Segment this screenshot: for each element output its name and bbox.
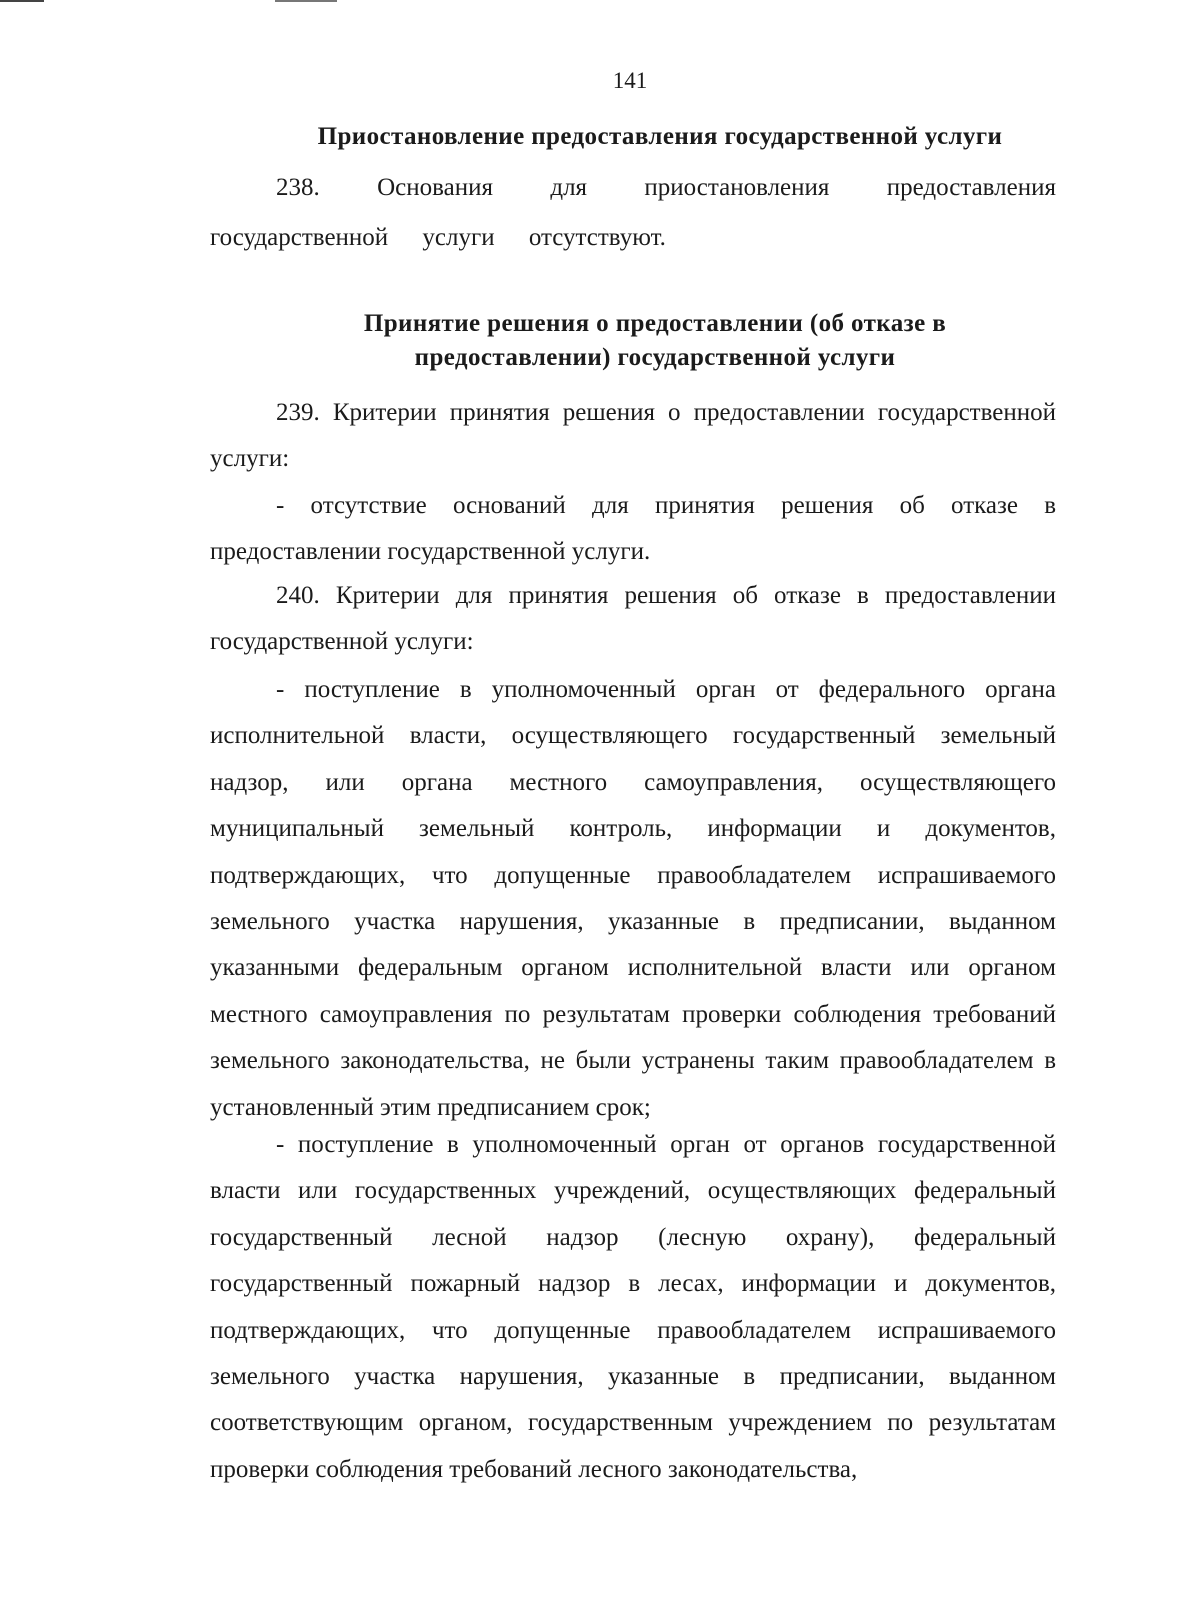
paragraph-240-item-2: - поступление в уполномоченный орган от органов государственной власти или государственных учреждений, осуществляющих федеральный государственный лесной надзор (лесную охрану), федеральный государственный пожарный надзор в лесах, информации и документов, подтверждающих, что допущенные правообладателем испрашиваемого земельного участка нарушения, указанные в предписании, выданном соответствующим органом, государственным учреждением по результатам проверки соблюдения требований лесного законодательства, xyxy=(210,1131,1056,1483)
page-number: 141 xyxy=(612,68,648,93)
scan-artifact-line xyxy=(0,0,44,2)
paragraph-240: 240. Критерии для принятия решения об отказе в предоставлении государственной услуги: xyxy=(210,582,1056,656)
section-heading-decision-line1: Принятие решения о предоставлении (об отказе в xyxy=(363,310,947,337)
section-heading-decision xyxy=(150,307,1160,375)
scan-artifact-line xyxy=(275,0,337,2)
section-heading-suspension: Приостановление предоставления государственной услуги xyxy=(317,123,1003,150)
section-heading-decision-line2: предоставлении) государственной услуги xyxy=(414,344,896,371)
paragraph-238: 238. Основания для приостановления предоставления государственной услуги отсутствуют. xyxy=(210,174,1056,251)
paragraph-239: 239. Критерии принятия решения о предоставлении государственной услуги: xyxy=(210,399,1056,473)
paragraph-239-item: - отсутствие оснований для принятия решения об отказе в предоставлении государственной услуги. xyxy=(210,492,1056,566)
paragraph-240-item-1: - поступление в уполномоченный орган от федерального органа исполнительной власти, осуществляющего государственный земельный надзор, или органа местного самоуправления, осуществляющего муниципальный земельный контроль, информации и документов, подтверждающих, что допущенные правообладателем испрашиваемого земельного участка нарушения, указанные в предписании, выданном указанными федеральным органом исполнительной власти или органом местного самоуправления по результатам проверки соблюдения требований земельного законодательства, не были устранены таким правообладателем в установленный этим предписанием срок; xyxy=(210,676,1056,1121)
